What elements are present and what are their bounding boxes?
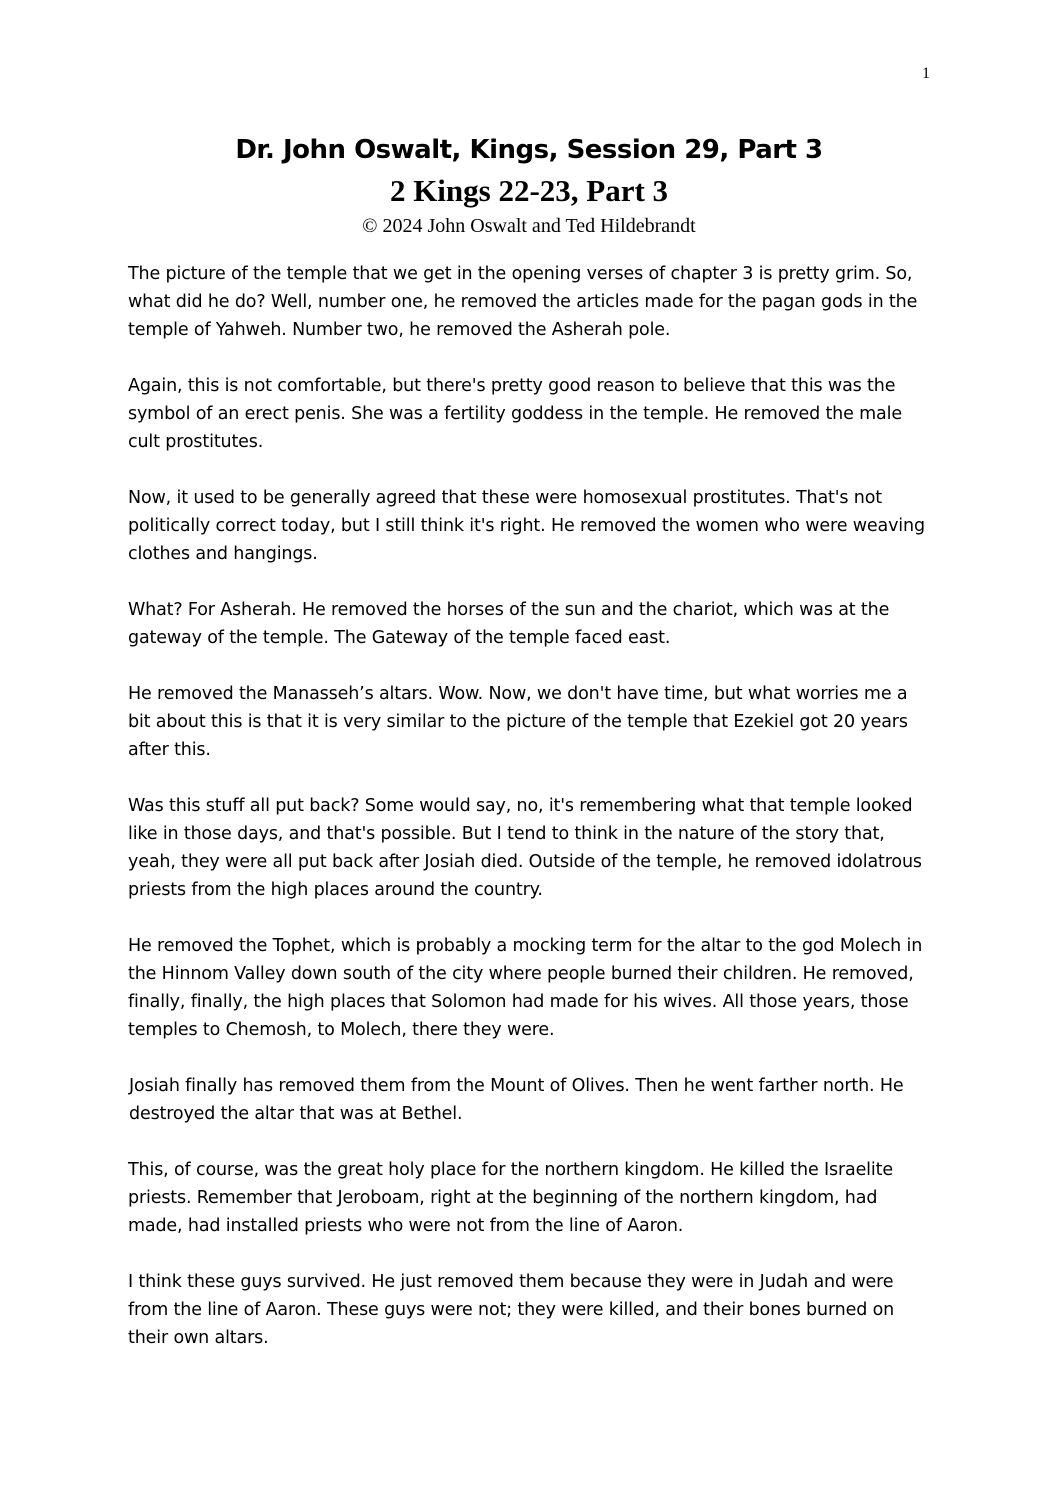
paragraph: Again, this is not comfortable, but there's pretty good reason to believe that this was the symbol of an erect penis. She was a fertility goddess in the temple. He removed the male cult prostitutes. (128, 376, 902, 452)
paragraph: He removed the Tophet, which is probably a mocking term for the altar to the god Molech in the Hinnom Valley down south of the city where people burned their children. He removed, finally, finally, the high places that Solomon had made for his wives. All those years, those temples to Chemosh, to Molech, there they were. (128, 936, 923, 1040)
copyright-notice: © 2024 John Oswalt and Ted Hildebrandt (362, 215, 696, 237)
transcript-body (128, 260, 934, 1380)
paragraph: Now, it used to be generally agreed that these were homosexual prostitutes. That's not politically correct today, but I still think it's right. He removed the women who were weaving clothes and hangings. (128, 488, 925, 564)
page-number: 1 (922, 65, 930, 82)
paragraph: What? For Asherah. He removed the horses of the sun and the chariot, which was at the gateway of the temple. The Gateway of the temple faced east. (128, 600, 890, 648)
paragraph: I think these guys survived. He just removed them because they were in Judah and were from the line of Aaron. These guys were not; they were killed, and their bones burned on their own altars. (128, 1272, 895, 1348)
paragraph: Was this stuff all put back? Some would say, no, it's remembering what that temple looked like in those days, and that's possible. But I tend to think in the nature of the story that, yeah, they were all put back after Josiah died. Outside of the temple, he removed idolatrous priests from the high places around the country. (128, 796, 922, 900)
paragraph: He removed the Manasseh’s altars. Wow. Now, we don't have time, but what worries me a bit about this is that it is very similar to the picture of the temple that Ezekiel got 20 years after this. (128, 684, 908, 760)
paragraph: Josiah finally has removed them from the Mount of Olives. Then he went farther north. He destroyed the altar that was at Bethel. (129, 1076, 904, 1124)
paragraph: The picture of the temple that we get in the opening verses of chapter 3 is pretty grim. So, what did he do? Well, number one, he removed the articles made for the pagan gods in the temple of Yahweh. Number two, he removed the Asherah pole. (128, 264, 918, 340)
page-title: Dr. John Oswalt, Kings, Session 29, Part 3 (235, 135, 823, 165)
page-subtitle: 2 Kings 22-23, Part 3 (389, 173, 669, 208)
paragraph: This, of course, was the great holy place for the northern kingdom. He killed the Israelite priests. Remember that Jeroboam, right at the beginning of the northern kingdom, had made, had installed priests who were not from the line of Aaron. (128, 1160, 893, 1236)
